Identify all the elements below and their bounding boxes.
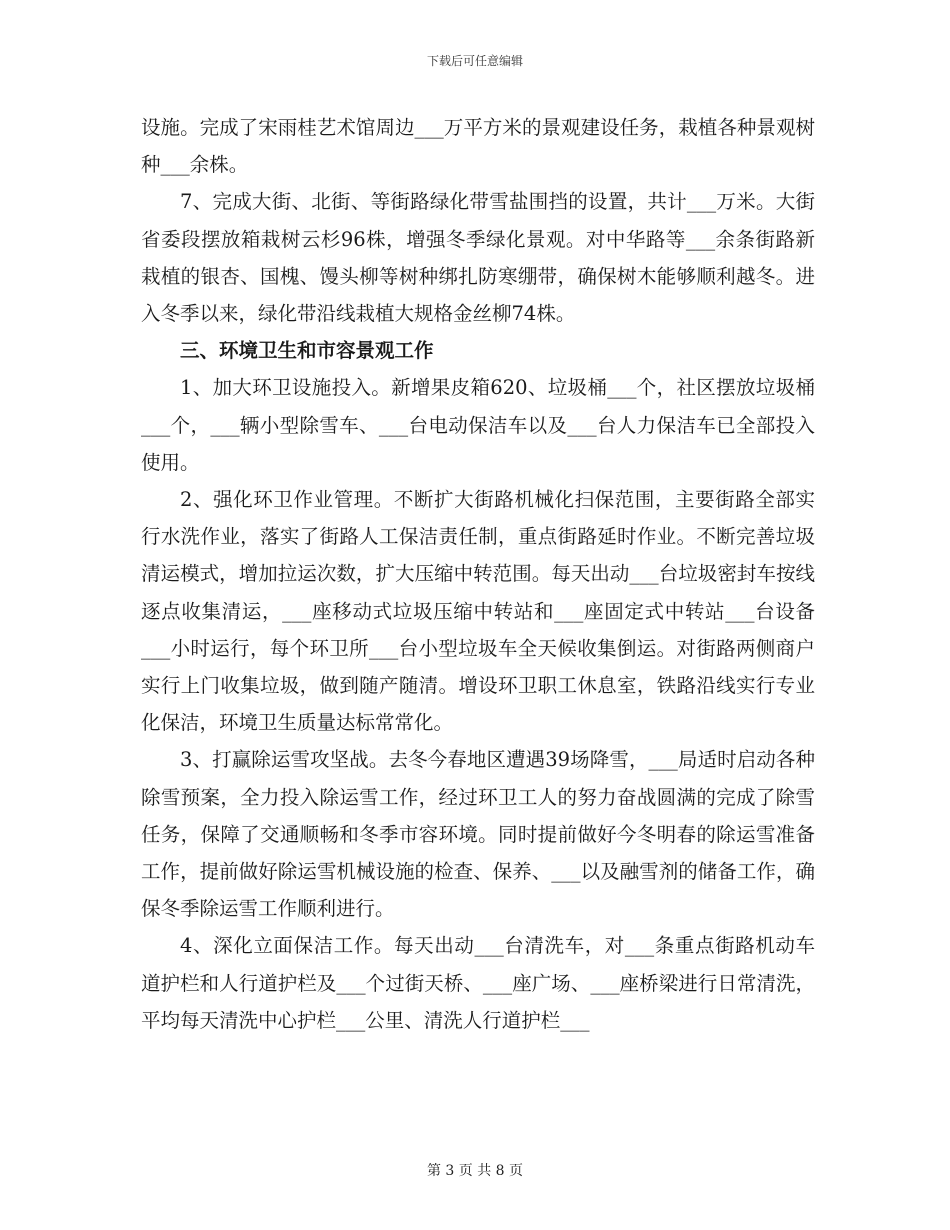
section-heading: 三、环境卫生和市容景观工作 bbox=[180, 339, 434, 363]
paragraph-item-1: 1、加大环卫设施投入。新增果皮箱620、垃圾桶___个，社区摆放垃圾桶___个，___辆小型除雪车、___台电动保洁车以及___台人力保洁车已全部投入使用。 bbox=[141, 376, 815, 474]
page-header-note: 下载后可任意编辑 bbox=[426, 54, 523, 68]
paragraph-item-7: 7、完成大街、北街、等街路绿化带雪盐围挡的设置，共计___万米。大街省委段摆放箱栽树云杉96株，增强冬季绿化景观。对中华路等___余条街路新栽植的银杏、国槐、馒头柳等树种绑扎防寒绷带，确保树木能够顺利越冬。进入冬季以来，绿化带沿线栽植大规格金丝柳74株。 bbox=[141, 190, 815, 326]
paragraph-item-4: 4、深化立面保洁工作。每天出动___台清洗车，对___条重点街路机动车道护栏和人行道护栏及___个过街天桥、___座广场、___座桥梁进行日常清洗，平均每天清洗中心护栏___公里、清洗人行道护栏___ bbox=[141, 934, 815, 1032]
paragraph-continuation: 设施。完成了宋雨桂艺术馆周边___万平方米的景观建设任务，栽植各种景观树种___余株。 bbox=[141, 116, 815, 177]
page-number: 第 3 页 共 8 页 bbox=[426, 1163, 524, 1179]
document-body bbox=[141, 109, 815, 1039]
paragraph-item-2: 2、强化环卫作业管理。不断扩大街路机械化扫保范围，主要街路全部实行水洗作业，落实了街路人工保洁责任制，重点街路延时作业。不断完善垃圾清运模式，增加拉运次数，扩大压缩中转范围。每天出动___台垃圾密封车按线逐点收集清运，___座移动式垃圾压缩中转站和___座固定式中转站___台设备___小时运行，每个环卫所___台小型垃圾车全天候收集倒运。对街路两侧商户实行上门收集垃圾，做到随产随清。增设环卫职工休息室，铁路沿线实行专业化保洁，环境卫生质量达标常常化。 bbox=[141, 488, 815, 735]
paragraph-item-3: 3、打赢除运雪攻坚战。去冬今春地区遭遇39场降雪，___局适时启动各种除雪预案，全力投入除运雪工作，经过环卫工人的努力奋战圆满的完成了除雪任务，保障了交通顺畅和冬季市容环境。同时提前做好今冬明春的除运雪准备工作，提前做好除运雪机械设施的检查、保养、___以及融雪剂的储备工作，确保冬季除运雪工作顺利进行。 bbox=[141, 748, 815, 921]
